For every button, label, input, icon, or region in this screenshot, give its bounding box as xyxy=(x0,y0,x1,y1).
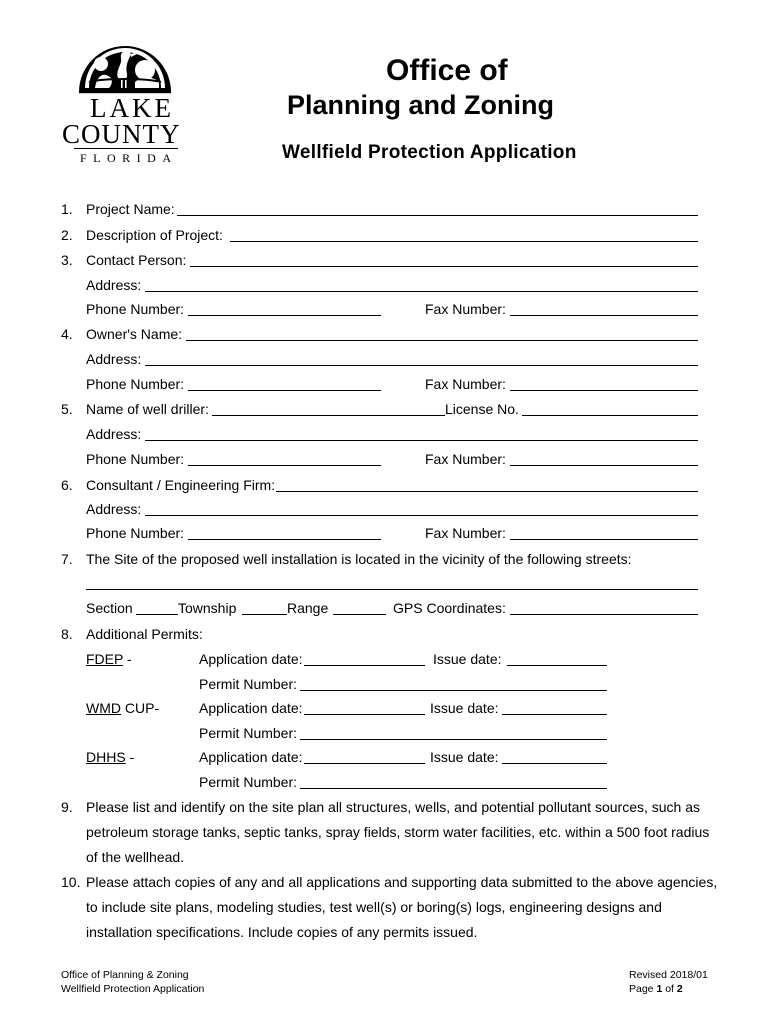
item9-line3: of the wellhead. xyxy=(86,849,185,865)
item-number-5: 5. xyxy=(61,401,73,417)
contact-phone-label: Phone Number: xyxy=(86,301,185,317)
item-number-7: 7. xyxy=(61,551,73,567)
owners-name-label: Owner's Name: xyxy=(86,326,183,342)
consultant-fax-label: Fax Number: xyxy=(425,525,506,541)
dhhs-permit-number-field[interactable] xyxy=(300,788,607,789)
fdep-application-date-label: Application date: xyxy=(199,651,303,667)
item-number-10: 10. xyxy=(61,874,81,890)
wmd-permit-number-label: Permit Number: xyxy=(199,725,298,741)
gps-field[interactable] xyxy=(510,614,698,615)
contact-person-field[interactable] xyxy=(190,266,698,267)
item-number-6: 6. xyxy=(61,477,73,493)
owner-phone-label: Phone Number: xyxy=(86,376,185,392)
fdep-suffix: - xyxy=(123,651,132,667)
item-number-8: 8. xyxy=(61,626,73,642)
fdep-permit-number-label: Permit Number: xyxy=(199,676,298,692)
page-subtitle: Wellfield Protection Application xyxy=(282,142,577,163)
contact-address-label: Address: xyxy=(86,277,142,293)
owner-address-field[interactable] xyxy=(145,365,698,366)
driller-fax-label: Fax Number: xyxy=(425,451,506,467)
wmd-issue-date-field[interactable] xyxy=(502,714,607,715)
township-field[interactable] xyxy=(242,614,287,615)
wmd-permit-number-field[interactable] xyxy=(300,739,607,740)
contact-address-field[interactable] xyxy=(145,291,698,292)
lake-county-logo xyxy=(60,30,190,165)
dhhs-issue-date-label: Issue date: xyxy=(430,749,499,765)
additional-permits-label: Additional Permits: xyxy=(86,626,203,642)
owners-name-field[interactable] xyxy=(186,340,698,341)
dhhs-suffix: - xyxy=(125,749,135,765)
owner-fax-field[interactable] xyxy=(510,390,698,391)
item-number-4: 4. xyxy=(61,326,73,342)
footer-page-current: 1 xyxy=(656,983,663,995)
item10-line2: to include site plans, modeling studies, test well(s) or boring(s) logs, engineering designs and xyxy=(86,899,662,915)
item9-line2: petroleum storage tanks, septic tanks, spray fields, storm water facilities, etc. within a 500 foot radius xyxy=(86,824,710,840)
item-number-3: 3. xyxy=(61,252,73,268)
footer-revised: Revised 2018/01 xyxy=(629,969,708,981)
streets-field[interactable] xyxy=(86,589,698,590)
range-label: Range xyxy=(287,600,329,616)
item9-line1: Please list and identify on the site plan all structures, wells, and potential pollutant sources, such as xyxy=(86,799,701,815)
dhhs-label xyxy=(86,749,134,765)
fdep-issue-date-field[interactable] xyxy=(507,665,607,666)
section-label: Section xyxy=(86,600,133,616)
page-title-line2: Planning and Zoning xyxy=(287,90,554,120)
fdep-application-date-field[interactable] xyxy=(304,665,425,666)
license-no-field[interactable] xyxy=(522,415,698,416)
dhhs-application-date-field[interactable] xyxy=(304,763,425,764)
wmd-agency: WMD xyxy=(86,700,121,716)
wmd-suffix: CUP- xyxy=(121,700,160,716)
driller-phone-field[interactable] xyxy=(188,465,381,466)
project-name-label: Project Name: xyxy=(86,201,175,217)
contact-phone-field[interactable] xyxy=(188,315,381,316)
well-driller-label: Name of well driller: xyxy=(86,401,209,417)
consultant-field[interactable] xyxy=(276,491,698,492)
logo-florida-text: FLORIDA xyxy=(80,151,178,165)
range-field[interactable] xyxy=(333,614,386,615)
footer-page-number xyxy=(629,983,683,996)
footer-page-total: 2 xyxy=(676,983,683,995)
contact-fax-label: Fax Number: xyxy=(425,301,506,317)
description-label: Description of Project: xyxy=(86,227,223,243)
contact-fax-field[interactable] xyxy=(510,315,698,316)
consultant-phone-field[interactable] xyxy=(188,539,381,540)
footer-page-of: of xyxy=(662,983,677,995)
page-title-line1: Office of xyxy=(386,54,508,87)
item-number-1: 1. xyxy=(61,201,73,217)
wmd-issue-date-label: Issue date: xyxy=(430,700,499,716)
license-no-label: License No. xyxy=(445,401,519,417)
footer-page-prefix: Page xyxy=(629,983,657,995)
item10-line3: installation specifications. Include copies of any permits issued. xyxy=(86,924,478,940)
contact-person-label: Contact Person: xyxy=(86,252,187,268)
consultant-address-field[interactable] xyxy=(145,515,698,516)
wmd-application-date-field[interactable] xyxy=(304,714,425,715)
dhhs-agency: DHHS xyxy=(86,749,126,765)
consultant-address-label: Address: xyxy=(86,501,142,517)
footer-form-name: Wellfield Protection Application xyxy=(61,983,205,995)
driller-address-field[interactable] xyxy=(145,440,698,441)
item-number-2: 2. xyxy=(61,227,73,243)
dhhs-permit-number-label: Permit Number: xyxy=(199,774,298,790)
section-field[interactable] xyxy=(136,614,178,615)
driller-fax-field[interactable] xyxy=(510,465,698,466)
well-driller-field[interactable] xyxy=(212,415,445,416)
fdep-issue-date-label: Issue date: xyxy=(433,651,502,667)
logo-divider xyxy=(74,148,178,149)
wmd-application-date-label: Application date: xyxy=(199,700,303,716)
township-label: Township xyxy=(178,600,237,616)
dhhs-issue-date-field[interactable] xyxy=(502,763,607,764)
driller-phone-label: Phone Number: xyxy=(86,451,185,467)
footer-office: Office of Planning & Zoning xyxy=(61,969,189,981)
gps-label: GPS Coordinates: xyxy=(393,600,506,616)
consultant-label: Consultant / Engineering Firm: xyxy=(86,477,276,493)
fdep-agency: FDEP xyxy=(86,651,124,667)
logo-county-text: COUNTY xyxy=(62,119,181,149)
logo-lake-text: LAKE xyxy=(90,93,174,123)
item10-line1: Please attach copies of any and all applications and supporting data submitted to the above agencies, xyxy=(86,874,718,890)
description-field[interactable] xyxy=(230,241,698,242)
fdep-label xyxy=(86,651,132,667)
owner-fax-label: Fax Number: xyxy=(425,376,506,392)
item-number-9: 9. xyxy=(61,799,73,815)
owner-address-label: Address: xyxy=(86,351,142,367)
project-name-field[interactable] xyxy=(177,215,698,216)
wmd-label xyxy=(86,700,159,716)
site-location-label: The Site of the proposed well installation is located in the vicinity of the following streets: xyxy=(86,551,632,567)
dhhs-application-date-label: Application date: xyxy=(199,749,303,765)
fdep-permit-number-field[interactable] xyxy=(300,690,607,691)
driller-address-label: Address: xyxy=(86,426,142,442)
consultant-phone-label: Phone Number: xyxy=(86,525,185,541)
consultant-fax-field[interactable] xyxy=(510,539,698,540)
owner-phone-field[interactable] xyxy=(188,390,381,391)
